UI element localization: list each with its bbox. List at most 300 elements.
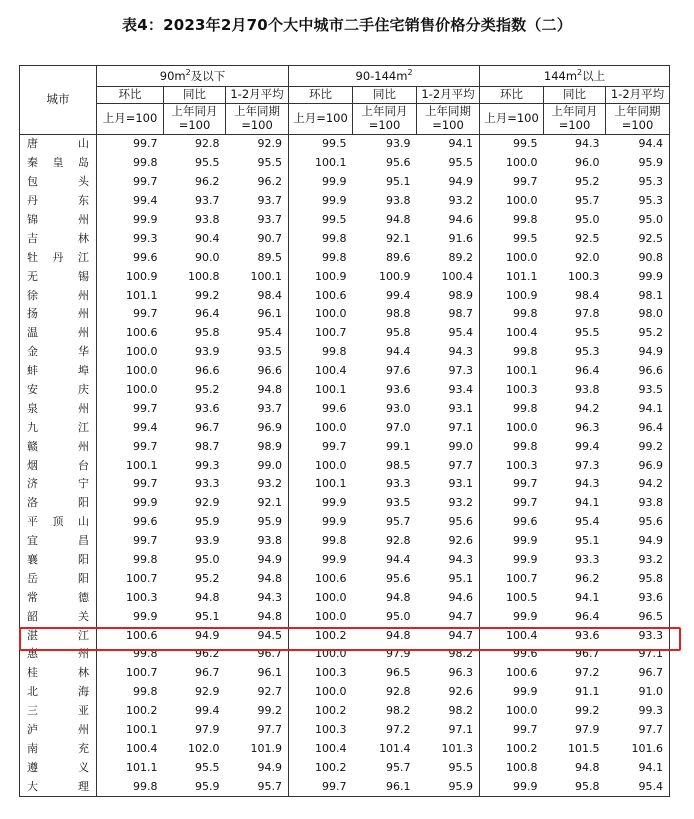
- value-cell: 99.8: [322, 345, 347, 359]
- value-cell: 99.0: [417, 437, 480, 456]
- value-cell: 95.2: [606, 324, 670, 343]
- value-cell: 95.8: [606, 569, 670, 588]
- value-cell: 102.0: [188, 741, 220, 755]
- city-cell: [20, 664, 97, 683]
- value-cell: 94.3: [575, 137, 600, 151]
- value-cell: 96.3: [417, 664, 480, 683]
- value-cell: 99.8: [513, 401, 538, 415]
- table-row: [20, 702, 670, 721]
- base-header-line: 上月=100: [484, 111, 539, 126]
- value-cell: 99.7: [513, 477, 538, 491]
- group-label-sup: 2: [407, 68, 413, 78]
- value-cell: 92.0: [575, 250, 600, 264]
- value-cell: 95.5: [195, 156, 220, 170]
- value-cell: 100.3: [126, 590, 158, 604]
- city-name-char: 庆: [78, 383, 89, 397]
- city-cell: [20, 569, 97, 588]
- value-cell: 99.7: [513, 175, 538, 189]
- value-cell: 95.9: [606, 154, 670, 173]
- city-name-char: 九: [27, 420, 38, 434]
- table-row: [20, 154, 670, 173]
- table-row: [20, 362, 670, 381]
- value-cell: 99.8: [133, 156, 158, 170]
- value-cell: 99.8: [513, 213, 538, 226]
- value-cell: 99.4: [386, 288, 411, 302]
- city-cell: [20, 173, 97, 192]
- value-cell: 93.2: [606, 551, 670, 570]
- value-cell: 100.7: [126, 666, 158, 680]
- city-name-char: 泸: [27, 723, 38, 737]
- city-name: [27, 381, 89, 399]
- value-cell: 100.0: [315, 685, 347, 699]
- value-cell: 96.0: [575, 156, 600, 170]
- value-cell: 95.8: [195, 326, 220, 340]
- value-cell: 99.6: [513, 515, 538, 529]
- value-cell: 100.3: [506, 458, 538, 472]
- value-cell: 100.3: [506, 383, 538, 397]
- value-cell: 94.1: [606, 758, 670, 777]
- value-cell: 91.1: [575, 685, 600, 699]
- value-cell: 100.0: [506, 156, 538, 170]
- value-cell: 97.8: [575, 307, 600, 321]
- city-name-char: 惠: [27, 647, 38, 661]
- city-name-char: 林: [78, 231, 89, 245]
- value-cell: 93.7: [226, 399, 289, 418]
- city-name-char: 温: [27, 326, 38, 340]
- sub-header-row: [20, 87, 670, 104]
- table-row: [20, 494, 670, 513]
- base-header-line: 上年同月: [171, 104, 218, 119]
- base-header-line: 上年同月: [551, 104, 598, 119]
- value-cell: 92.5: [575, 231, 600, 245]
- table-row: [20, 569, 670, 588]
- value-cell: 99.9: [322, 496, 347, 510]
- city-name: [27, 173, 89, 191]
- value-cell: 100.3: [315, 723, 347, 737]
- value-cell: 99.9: [513, 609, 538, 623]
- value-cell: 96.7: [606, 664, 670, 683]
- city-name-char: 蚌: [27, 364, 38, 378]
- value-cell: 94.9: [417, 173, 480, 192]
- value-cell: 93.8: [195, 213, 220, 226]
- table-row: [20, 248, 670, 267]
- city-name-char: 阳: [78, 553, 89, 567]
- value-cell: 94.1: [575, 590, 600, 604]
- value-cell: 92.1: [386, 231, 411, 245]
- value-cell: 101.1: [506, 269, 538, 283]
- value-cell: 95.4: [606, 777, 670, 796]
- value-cell: 94.9: [606, 532, 670, 551]
- value-cell: 98.2: [417, 645, 480, 664]
- city-name-char: 安: [27, 383, 38, 397]
- city-name-char: 锦: [27, 213, 38, 226]
- sub-header-cell: 1-2月平均: [417, 87, 480, 104]
- table-row: [20, 381, 670, 400]
- city-name-char: 遵: [27, 760, 38, 774]
- value-cell: 92.9: [226, 135, 289, 154]
- value-cell: 100.1: [506, 364, 538, 378]
- value-cell: 94.3: [417, 551, 480, 570]
- value-cell: 97.9: [386, 647, 411, 661]
- city-name: [27, 268, 89, 286]
- value-cell: 99.5: [513, 137, 538, 151]
- base-header-cell: [226, 104, 289, 135]
- value-cell: 100.8: [188, 269, 220, 283]
- value-cell: 100.3: [315, 666, 347, 680]
- city-cell: [20, 267, 97, 286]
- value-cell: 95.6: [386, 156, 411, 170]
- table-row: [20, 286, 670, 305]
- value-cell: 93.2: [226, 475, 289, 494]
- value-cell: 95.2: [195, 571, 220, 585]
- value-cell: 92.6: [417, 532, 480, 551]
- value-cell: 100.0: [315, 590, 347, 604]
- value-cell: 100.9: [379, 269, 411, 283]
- city-name-char: 扬: [27, 307, 38, 321]
- value-cell: 92.8: [386, 685, 411, 699]
- city-cell: [20, 248, 97, 267]
- group-label-suffix: 及以下: [190, 69, 226, 84]
- value-cell: 94.6: [417, 211, 480, 230]
- value-cell: 96.4: [606, 418, 670, 437]
- value-cell: 93.4: [417, 381, 480, 400]
- value-cell: 99.8: [133, 647, 158, 661]
- city-name-char: 牡: [27, 250, 38, 264]
- table-body: [20, 135, 670, 797]
- value-cell: 99.7: [133, 175, 158, 189]
- value-cell: 93.9: [195, 345, 220, 359]
- sub-header-cell: 同比: [544, 87, 606, 104]
- value-cell: 99.7: [289, 777, 353, 796]
- city-name-char: 华: [78, 345, 89, 359]
- table-row: [20, 192, 670, 211]
- value-cell: 100.0: [506, 250, 538, 264]
- value-cell: 96.9: [226, 418, 289, 437]
- value-cell: 95.0: [386, 609, 411, 623]
- base-header-line: =100: [558, 118, 591, 132]
- city-cell: [20, 437, 97, 456]
- value-cell: 93.8: [575, 383, 600, 397]
- value-cell: 94.7: [417, 626, 480, 645]
- value-cell: 96.4: [575, 364, 600, 378]
- base-header-line: 上年同月: [361, 104, 408, 119]
- table-row: [20, 607, 670, 626]
- value-cell: 100.2: [315, 704, 347, 718]
- city-name-char: 丹: [27, 194, 38, 208]
- value-cell: 100.0: [315, 458, 347, 472]
- value-cell: 94.1: [575, 496, 600, 510]
- city-name-char: 北: [27, 685, 38, 699]
- value-cell: 98.2: [386, 704, 411, 718]
- value-cell: 94.5: [226, 626, 289, 645]
- city-name-char: 州: [78, 307, 89, 321]
- group-label-sup: 2: [577, 68, 583, 78]
- value-cell: 93.6: [386, 383, 411, 397]
- city-name: [27, 721, 89, 739]
- value-cell: 95.7: [386, 760, 411, 774]
- value-cell: 95.7: [226, 777, 289, 796]
- value-cell: 100.6: [315, 288, 347, 302]
- value-cell: 95.7: [386, 515, 411, 529]
- value-cell: 93.3: [606, 626, 670, 645]
- city-cell: [20, 229, 97, 248]
- value-cell: 95.9: [164, 777, 226, 796]
- city-name-char: 昌: [78, 534, 89, 548]
- value-cell: 100.7: [126, 571, 158, 585]
- group-label: 90m: [159, 69, 186, 84]
- value-cell: 99.7: [133, 137, 158, 151]
- city-name-char: 秦: [27, 156, 38, 170]
- base-header-line: =100: [621, 118, 654, 132]
- value-cell: 97.2: [386, 723, 411, 737]
- value-cell: 93.3: [386, 477, 411, 491]
- value-cell: 99.9: [322, 175, 347, 189]
- city-name-char: 泉: [27, 401, 38, 415]
- city-name: [27, 475, 89, 493]
- city-cell: [20, 381, 97, 400]
- city-name: [27, 400, 89, 418]
- value-cell: 95.8: [386, 326, 411, 340]
- city-name-char: 埠: [78, 364, 89, 378]
- value-cell: 95.1: [575, 534, 600, 548]
- value-cell: 101.1: [126, 760, 158, 774]
- group-label-sup: 2: [185, 68, 191, 78]
- city-name: [27, 343, 89, 361]
- value-cell: 101.6: [606, 740, 670, 759]
- city-name-char: 常: [27, 590, 38, 604]
- city-cell: [20, 513, 97, 532]
- value-cell: 92.8: [386, 534, 411, 548]
- value-cell: 92.5: [606, 229, 670, 248]
- value-cell: 93.5: [606, 381, 670, 400]
- value-cell: 100.6: [126, 628, 158, 642]
- value-cell: 99.6: [513, 647, 538, 661]
- city-name-char: 州: [78, 439, 89, 453]
- city-name-char: 金: [27, 345, 38, 359]
- city-name-char: 吉: [27, 231, 38, 245]
- city-name: [27, 324, 89, 342]
- value-cell: 90.4: [195, 231, 220, 245]
- table-row: [20, 626, 670, 645]
- value-cell: 94.8: [575, 760, 600, 774]
- value-cell: 100.6: [315, 571, 347, 585]
- city-name: [27, 192, 89, 210]
- value-cell: 92.8: [195, 137, 220, 151]
- value-cell: 99.7: [133, 307, 158, 321]
- value-cell: 100.4: [506, 326, 538, 340]
- city-name: [27, 532, 89, 550]
- city-name: [27, 645, 89, 663]
- value-cell: 101.1: [126, 288, 158, 302]
- city-name-char: 台: [78, 458, 89, 472]
- city-name-char: 州: [78, 288, 89, 302]
- value-cell: 99.2: [226, 702, 289, 721]
- price-index-table: [19, 65, 670, 797]
- value-cell: 93.3: [575, 553, 600, 567]
- city-cell: [20, 456, 97, 475]
- city-cell: [20, 588, 97, 607]
- value-cell: 99.3: [606, 702, 670, 721]
- value-cell: 100.9: [315, 269, 347, 283]
- value-cell: 93.2: [417, 192, 480, 211]
- value-cell: 99.8: [133, 553, 158, 567]
- city-name-char: 宁: [78, 477, 89, 491]
- city-name-char: 林: [78, 666, 89, 680]
- value-cell: 94.1: [417, 135, 480, 154]
- city-name-char: 顶: [52, 515, 64, 529]
- sub-header-cell: 1-2月平均: [606, 87, 670, 104]
- value-cell: 93.1: [417, 399, 480, 418]
- city-name: [27, 570, 89, 588]
- city-cell: [20, 494, 97, 513]
- city-name-char: 桂: [27, 666, 38, 680]
- city-cell: [20, 324, 97, 343]
- table-row: [20, 456, 670, 475]
- city-name-char: 充: [78, 741, 89, 755]
- city-name: [27, 627, 89, 645]
- value-cell: 93.9: [195, 534, 220, 548]
- value-cell: 96.2: [195, 647, 220, 661]
- value-cell: 100.1: [315, 477, 347, 491]
- value-cell: 95.9: [195, 515, 220, 529]
- table-row: [20, 721, 670, 740]
- city-name: [27, 778, 89, 796]
- value-cell: 99.8: [513, 307, 538, 321]
- value-cell: 100.2: [506, 741, 538, 755]
- value-cell: 97.2: [575, 666, 600, 680]
- city-name: [27, 211, 89, 229]
- value-cell: 95.3: [606, 192, 670, 211]
- value-cell: 101.4: [379, 741, 411, 755]
- value-cell: 101.5: [568, 741, 600, 755]
- city-cell: [20, 286, 97, 305]
- value-cell: 93.8: [606, 494, 670, 513]
- value-cell: 92.1: [226, 494, 289, 513]
- sub-header-cell: 同比: [353, 87, 417, 104]
- city-cell: [20, 683, 97, 702]
- value-cell: 100.1: [315, 383, 347, 397]
- value-cell: 101.3: [417, 740, 480, 759]
- value-cell: 94.9: [195, 628, 220, 642]
- sub-header-cell: 环比: [289, 87, 353, 104]
- city-name-char: 江: [78, 420, 89, 434]
- value-cell: 99.9: [133, 213, 158, 226]
- value-cell: 92.6: [417, 683, 480, 702]
- value-cell: 95.1: [386, 175, 411, 189]
- city-name: [27, 608, 89, 626]
- city-name-char: 徐: [27, 288, 38, 302]
- value-cell: 95.2: [195, 383, 220, 397]
- value-cell: 99.9: [133, 609, 158, 623]
- city-cell: [20, 154, 97, 173]
- city-name-char: 头: [78, 175, 89, 189]
- city-cell: [20, 551, 97, 570]
- value-cell: 95.5: [417, 758, 480, 777]
- value-cell: 100.1: [126, 723, 158, 737]
- city-name: [27, 154, 89, 172]
- value-cell: 99.7: [513, 723, 538, 737]
- value-cell: 95.6: [606, 513, 670, 532]
- value-cell: 100.0: [126, 364, 158, 378]
- value-cell: 99.9: [480, 777, 544, 796]
- value-cell: 98.8: [386, 307, 411, 321]
- value-cell: 98.9: [226, 437, 289, 456]
- base-header-line: 上年同期: [425, 104, 472, 119]
- value-cell: 97.9: [575, 723, 600, 737]
- city-name: [27, 230, 89, 248]
- city-name-char: 江: [78, 250, 89, 264]
- table-row: [20, 664, 670, 683]
- value-cell: 99.6: [133, 250, 158, 264]
- base-header-cell: [417, 104, 480, 135]
- value-cell: 100.0: [126, 383, 158, 397]
- city-cell: [20, 211, 97, 230]
- city-name-char: 韶: [27, 609, 38, 623]
- value-cell: 100.7: [506, 571, 538, 585]
- table-row: [20, 740, 670, 759]
- value-cell: 94.2: [575, 401, 600, 415]
- city-name-char: 岳: [27, 571, 38, 585]
- value-cell: 101.9: [226, 740, 289, 759]
- table-row: [20, 343, 670, 362]
- value-cell: 100.0: [126, 345, 158, 359]
- value-cell: 96.2: [575, 571, 600, 585]
- value-cell: 94.8: [226, 569, 289, 588]
- base-header-line: 上月=100: [102, 111, 158, 126]
- value-cell: 93.7: [226, 192, 289, 211]
- value-cell: 99.1: [386, 439, 411, 453]
- base-header-line: =100: [241, 118, 273, 132]
- value-cell: 100.1: [226, 267, 289, 286]
- value-cell: 99.2: [575, 704, 600, 718]
- city-name-char: 州: [78, 647, 89, 661]
- table-row: [20, 513, 670, 532]
- value-cell: 99.5: [322, 213, 347, 226]
- city-name: [27, 419, 89, 437]
- value-cell: 93.6: [195, 401, 220, 415]
- value-cell: 94.1: [606, 399, 670, 418]
- city-name: [27, 759, 89, 777]
- value-cell: 95.4: [575, 515, 600, 529]
- value-cell: 97.0: [386, 420, 411, 434]
- value-cell: 100.2: [315, 628, 347, 642]
- table-row: [20, 135, 670, 154]
- city-cell: [20, 192, 97, 211]
- value-cell: 90.0: [195, 250, 220, 264]
- city-name-char: 济: [27, 477, 38, 491]
- value-cell: 95.5: [195, 760, 220, 774]
- base-header-cell: [353, 104, 417, 135]
- value-cell: 99.4: [133, 420, 158, 434]
- value-cell: 93.8: [226, 532, 289, 551]
- value-cell: 99.8: [322, 534, 347, 548]
- value-cell: 96.4: [195, 307, 220, 321]
- city-name-char: 亚: [78, 704, 89, 718]
- group-label-suffix: 以上: [582, 69, 606, 84]
- value-cell: 97.1: [417, 418, 480, 437]
- value-cell: 99.9: [322, 194, 347, 208]
- city-name-char: 东: [78, 194, 89, 208]
- base-header-line: =100: [368, 118, 401, 132]
- table-row: [20, 437, 670, 456]
- base-header-row: [20, 104, 670, 135]
- value-cell: 100.0: [315, 609, 347, 623]
- value-cell: 95.9: [417, 777, 480, 796]
- value-cell: 100.0: [506, 704, 538, 718]
- city-name-char: 关: [78, 609, 89, 623]
- value-cell: 94.7: [417, 607, 480, 626]
- value-cell: 100.6: [126, 326, 158, 340]
